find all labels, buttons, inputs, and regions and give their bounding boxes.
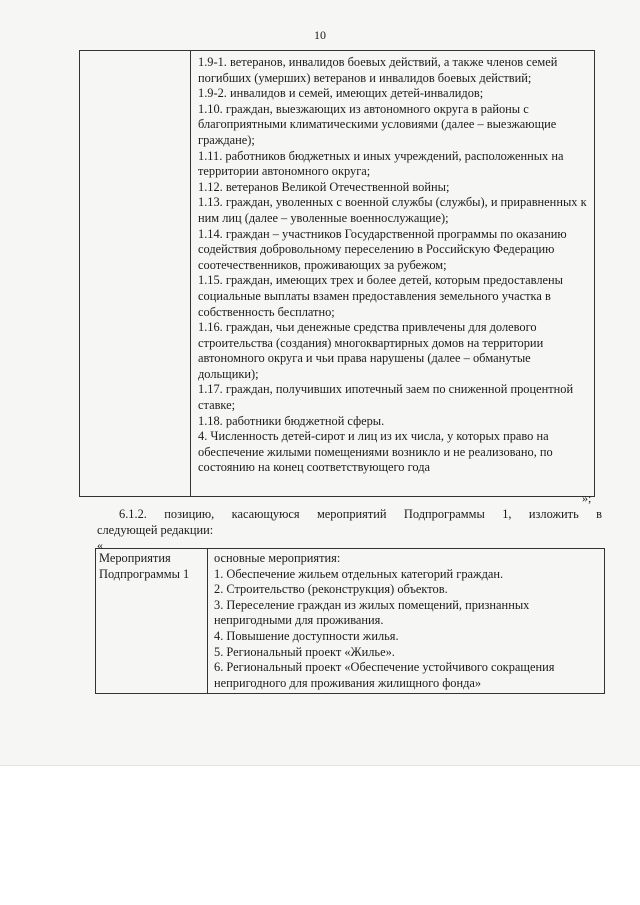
measures-label: Мероприятия Подпрограммы 1: [99, 551, 190, 581]
measures-list: [214, 567, 598, 692]
beneficiary-item: 1.14. граждан – участников Государственной программы по оказанию содействия добровольному переселению в Российскую Федерацию соотечественников, проживающих за рубежом;: [198, 226, 567, 272]
closing-quote: »;: [582, 491, 592, 505]
beneficiary-item: 4. Численность детей-сирот и лиц из их числа, у которых право на обеспечение жилыми помещениями возникло и не реализовано, по состоянию на конец соответствующего года: [198, 429, 553, 475]
measures-cell: [208, 549, 605, 694]
measures-table: [95, 548, 605, 694]
measure-item: 1. Обеспечение жильем отдельных категорий граждан.: [214, 566, 504, 581]
beneficiaries-table: [79, 50, 595, 497]
measures-label-cell: [96, 549, 208, 694]
beneficiaries-cell: [191, 51, 595, 497]
beneficiary-item: 1.17. граждан, получивших ипотечный заем по сниженной процентной ставке;: [198, 382, 574, 413]
measure-item: 2. Строительство (реконструкция) объектов.: [214, 582, 448, 597]
paragraph-line-2: следующей редакции:: [97, 523, 214, 537]
amendment-paragraph: [97, 506, 602, 538]
beneficiaries-list: [198, 55, 588, 476]
beneficiary-item: 1.16. граждан, чьи денежные средства привлечены для долевого строительства (создания) многоквартирных домов на территории автономного округа и чьи права нарушены (далее – обманутые дольщики);: [198, 320, 544, 381]
measure-item: 6. Региональный проект «Обеспечение устойчивого сокращения непригодного для проживания жилищного фонда»: [214, 660, 555, 690]
beneficiary-item: 1.13. граждан, уволенных с военной службы (службы), и приравненных к ним лиц (далее – уволенные военнослужащие);: [198, 195, 587, 225]
opening-quote: «: [97, 538, 103, 552]
beneficiary-item: 1.9-1. ветеранов, инвалидов боевых действий, а также членов семей погибших (умерших) ветеранов и инвалидов боевых действий;: [198, 55, 558, 85]
measure-item: 5. Региональный проект «Жилье».: [214, 644, 395, 659]
beneficiary-item: 1.12. ветеранов Великой Отечественной войны;: [198, 179, 450, 194]
empty-left-cell: [80, 51, 191, 497]
measures-heading: основные мероприятия:: [214, 551, 341, 565]
page-number: 10: [314, 28, 326, 42]
beneficiary-item: 1.11. работников бюджетных и иных учреждений, расположенных на территории автономного округа;: [198, 148, 564, 179]
beneficiary-item: 1.18. работники бюджетной сферы.: [198, 413, 385, 428]
beneficiary-item: 1.9-2. инвалидов и семей, имеющих детей-инвалидов;: [198, 86, 484, 101]
beneficiary-item: 1.15. граждан, имеющих трех и более детей, которым предоставлены социальные выплаты взамен предоставления земельного участка в собственность бесплатно;: [198, 273, 564, 319]
beneficiary-item: 1.10. граждан, выезжающих из автономного округа в районы с благоприятными климатическими условиями (далее – выезжающие граждане);: [198, 101, 557, 147]
measure-item: 4. Повышение доступности жилья.: [214, 628, 399, 643]
paragraph-line-1: 6.1.2. позицию, касающуюся мероприятий Подпрограммы 1, изложить в: [119, 507, 602, 521]
measure-item: 3. Переселение граждан из жилых помещений, признанных непригодными для проживания.: [214, 597, 530, 628]
